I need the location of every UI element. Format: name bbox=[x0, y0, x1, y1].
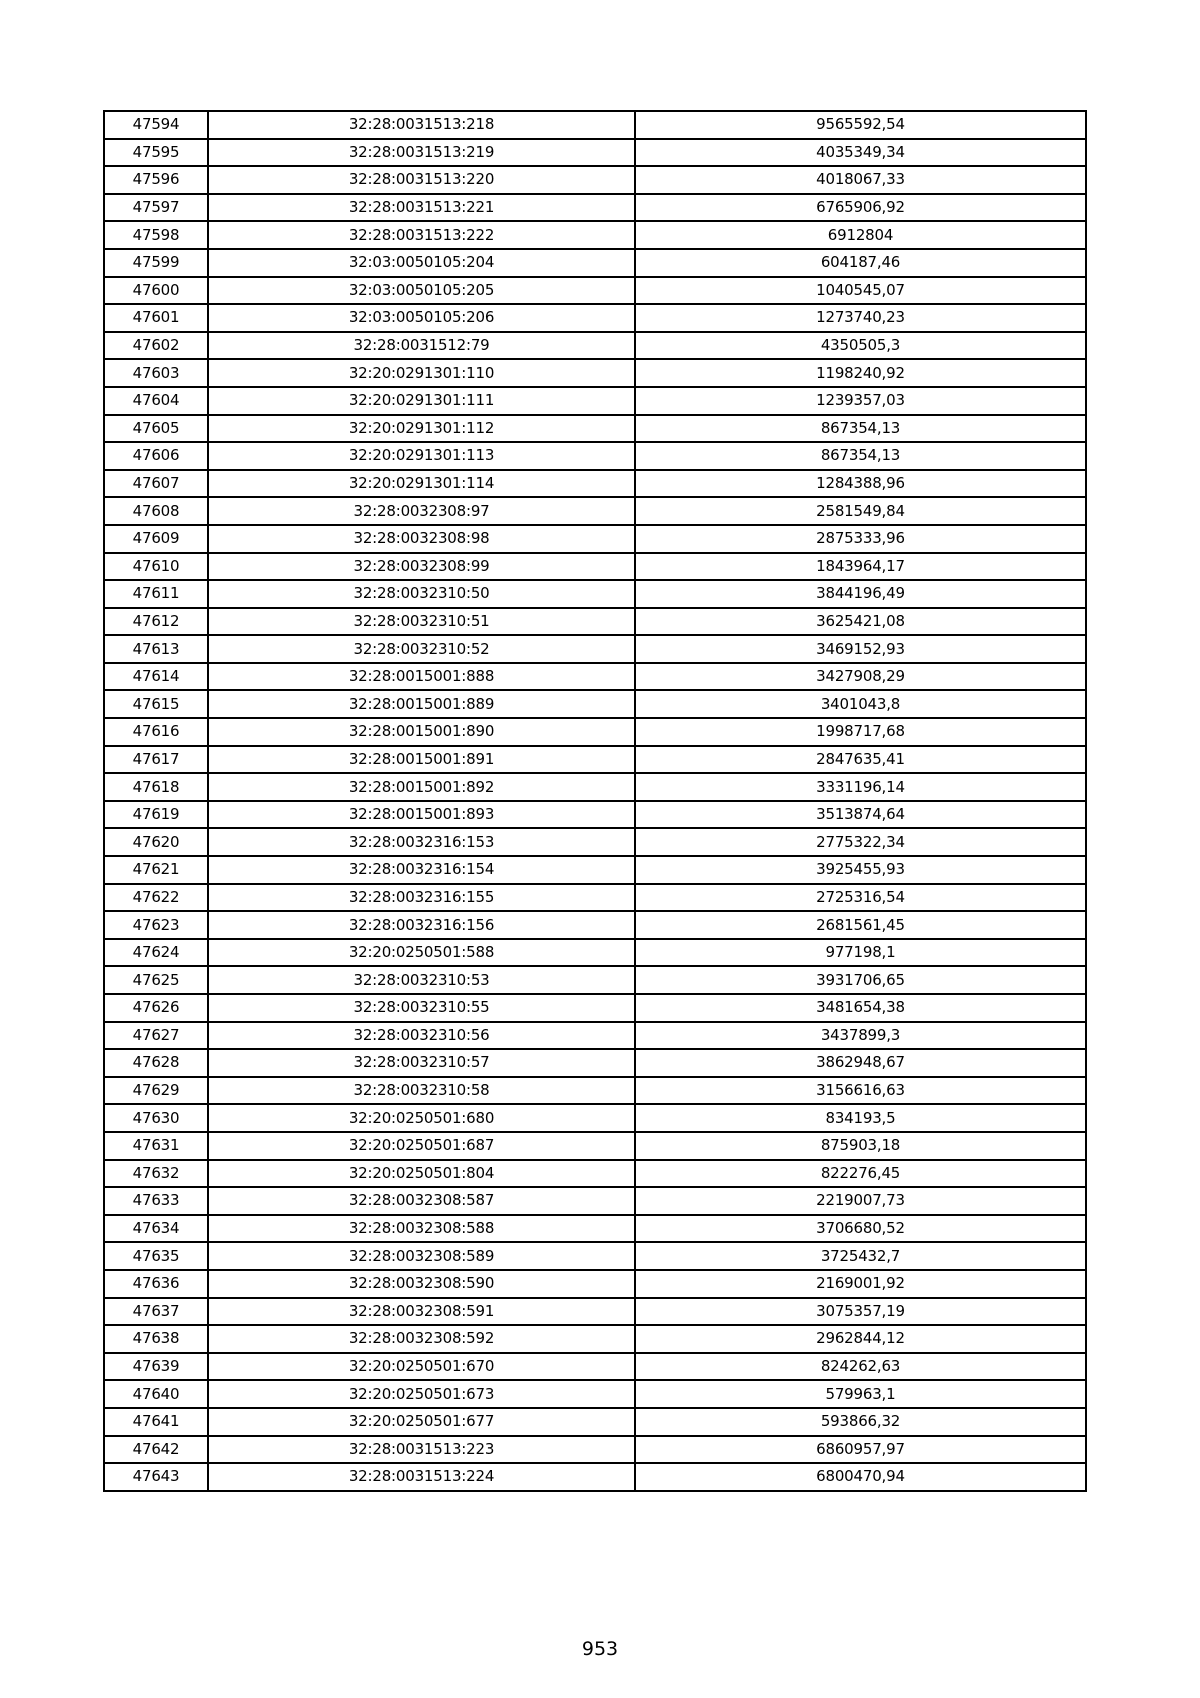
table-row bbox=[104, 387, 1086, 415]
table-row bbox=[104, 1077, 1086, 1105]
row-number-cell: 47617 bbox=[104, 746, 208, 774]
table-row bbox=[104, 939, 1086, 967]
table-row bbox=[104, 1022, 1086, 1050]
table-row bbox=[104, 718, 1086, 746]
row-number-cell: 47619 bbox=[104, 801, 208, 829]
table-row bbox=[104, 249, 1086, 277]
value-cell: 3075357,19 bbox=[635, 1298, 1086, 1326]
value-cell: 2219007,73 bbox=[635, 1187, 1086, 1215]
value-cell: 1198240,92 bbox=[635, 359, 1086, 387]
table-row bbox=[104, 1463, 1086, 1491]
row-number-cell: 47594 bbox=[104, 111, 208, 139]
value-cell: 3706680,52 bbox=[635, 1215, 1086, 1243]
value-cell: 867354,13 bbox=[635, 442, 1086, 470]
cadastral-number-cell: 32:28:0031513:219 bbox=[208, 139, 635, 167]
cadastral-number-cell: 32:28:0032308:592 bbox=[208, 1325, 635, 1353]
table-row bbox=[104, 1160, 1086, 1188]
cadastral-number-cell: 32:20:0291301:110 bbox=[208, 359, 635, 387]
row-number-cell: 47609 bbox=[104, 525, 208, 553]
value-cell: 3931706,65 bbox=[635, 966, 1086, 994]
row-number-cell: 47620 bbox=[104, 828, 208, 856]
value-cell: 6765906,92 bbox=[635, 194, 1086, 222]
row-number-cell: 47611 bbox=[104, 580, 208, 608]
cadastral-number-cell: 32:20:0250501:673 bbox=[208, 1380, 635, 1408]
cadastral-number-cell: 32:20:0291301:112 bbox=[208, 415, 635, 443]
row-number-cell: 47640 bbox=[104, 1380, 208, 1408]
value-cell: 977198,1 bbox=[635, 939, 1086, 967]
cadastral-number-cell: 32:28:0032310:52 bbox=[208, 635, 635, 663]
table-row bbox=[104, 442, 1086, 470]
row-number-cell: 47604 bbox=[104, 387, 208, 415]
value-cell: 3925455,93 bbox=[635, 856, 1086, 884]
cadastral-number-cell: 32:20:0250501:677 bbox=[208, 1408, 635, 1436]
value-cell: 579963,1 bbox=[635, 1380, 1086, 1408]
cadastral-number-cell: 32:28:0031513:220 bbox=[208, 166, 635, 194]
cadastral-number-cell: 32:20:0291301:114 bbox=[208, 470, 635, 498]
value-cell: 867354,13 bbox=[635, 415, 1086, 443]
table-row bbox=[104, 497, 1086, 525]
row-number-cell: 47596 bbox=[104, 166, 208, 194]
value-cell: 1273740,23 bbox=[635, 304, 1086, 332]
cadastral-number-cell: 32:28:0032316:154 bbox=[208, 856, 635, 884]
cadastral-number-cell: 32:28:0015001:889 bbox=[208, 690, 635, 718]
row-number-cell: 47641 bbox=[104, 1408, 208, 1436]
cadastral-number-cell: 32:28:0032308:97 bbox=[208, 497, 635, 525]
row-number-cell: 47598 bbox=[104, 221, 208, 249]
cadastral-number-cell: 32:28:0032308:589 bbox=[208, 1242, 635, 1270]
row-number-cell: 47603 bbox=[104, 359, 208, 387]
value-cell: 3156616,63 bbox=[635, 1077, 1086, 1105]
cadastral-number-cell: 32:28:0032310:58 bbox=[208, 1077, 635, 1105]
value-cell: 875903,18 bbox=[635, 1132, 1086, 1160]
value-cell: 6912804 bbox=[635, 221, 1086, 249]
table-row bbox=[104, 277, 1086, 305]
value-cell: 4018067,33 bbox=[635, 166, 1086, 194]
cadastral-number-cell: 32:20:0250501:687 bbox=[208, 1132, 635, 1160]
row-number-cell: 47606 bbox=[104, 442, 208, 470]
value-cell: 1040545,07 bbox=[635, 277, 1086, 305]
cadastral-number-cell: 32:28:0032308:590 bbox=[208, 1270, 635, 1298]
row-number-cell: 47639 bbox=[104, 1353, 208, 1381]
row-number-cell: 47643 bbox=[104, 1463, 208, 1491]
cadastral-number-cell: 32:28:0015001:891 bbox=[208, 746, 635, 774]
table-row bbox=[104, 966, 1086, 994]
value-cell: 6800470,94 bbox=[635, 1463, 1086, 1491]
row-number-cell: 47607 bbox=[104, 470, 208, 498]
table-row bbox=[104, 553, 1086, 581]
value-cell: 2725316,54 bbox=[635, 884, 1086, 912]
row-number-cell: 47599 bbox=[104, 249, 208, 277]
table-row bbox=[104, 663, 1086, 691]
cadastral-number-cell: 32:28:0031513:218 bbox=[208, 111, 635, 139]
row-number-cell: 47613 bbox=[104, 635, 208, 663]
row-number-cell: 47621 bbox=[104, 856, 208, 884]
value-cell: 3469152,93 bbox=[635, 635, 1086, 663]
cadastral-number-cell: 32:28:0015001:892 bbox=[208, 773, 635, 801]
value-cell: 1284388,96 bbox=[635, 470, 1086, 498]
row-number-cell: 47605 bbox=[104, 415, 208, 443]
value-cell: 3862948,67 bbox=[635, 1049, 1086, 1077]
row-number-cell: 47600 bbox=[104, 277, 208, 305]
cadastral-number-cell: 32:20:0250501:680 bbox=[208, 1104, 635, 1132]
table-row bbox=[104, 1104, 1086, 1132]
cadastral-number-cell: 32:28:0032310:53 bbox=[208, 966, 635, 994]
table-row bbox=[104, 911, 1086, 939]
cadastral-number-cell: 32:03:0050105:205 bbox=[208, 277, 635, 305]
table-row bbox=[104, 884, 1086, 912]
value-cell: 3844196,49 bbox=[635, 580, 1086, 608]
table-row bbox=[104, 1215, 1086, 1243]
cadastral-number-cell: 32:03:0050105:204 bbox=[208, 249, 635, 277]
table-row bbox=[104, 1298, 1086, 1326]
cadastral-number-cell: 32:28:0031513:222 bbox=[208, 221, 635, 249]
row-number-cell: 47632 bbox=[104, 1160, 208, 1188]
table-row bbox=[104, 1132, 1086, 1160]
value-cell: 3725432,7 bbox=[635, 1242, 1086, 1270]
table-row bbox=[104, 1187, 1086, 1215]
table-row bbox=[104, 828, 1086, 856]
value-cell: 2875333,96 bbox=[635, 525, 1086, 553]
cadastral-number-cell: 32:28:0032310:50 bbox=[208, 580, 635, 608]
cadastral-number-cell: 32:20:0250501:670 bbox=[208, 1353, 635, 1381]
cadastral-number-cell: 32:28:0015001:893 bbox=[208, 801, 635, 829]
table-row bbox=[104, 139, 1086, 167]
row-number-cell: 47627 bbox=[104, 1022, 208, 1050]
table-row bbox=[104, 359, 1086, 387]
row-number-cell: 47623 bbox=[104, 911, 208, 939]
cadastral-number-cell: 32:28:0032316:153 bbox=[208, 828, 635, 856]
cadastral-number-cell: 32:28:0032316:156 bbox=[208, 911, 635, 939]
row-number-cell: 47615 bbox=[104, 690, 208, 718]
cadastral-number-cell: 32:28:0031513:223 bbox=[208, 1436, 635, 1464]
row-number-cell: 47631 bbox=[104, 1132, 208, 1160]
cadastral-number-cell: 32:28:0031513:224 bbox=[208, 1463, 635, 1491]
table-row bbox=[104, 1270, 1086, 1298]
row-number-cell: 47635 bbox=[104, 1242, 208, 1270]
cadastral-number-cell: 32:28:0032308:587 bbox=[208, 1187, 635, 1215]
row-number-cell: 47624 bbox=[104, 939, 208, 967]
value-cell: 593866,32 bbox=[635, 1408, 1086, 1436]
value-cell: 2775322,34 bbox=[635, 828, 1086, 856]
table-row bbox=[104, 746, 1086, 774]
cadastral-number-cell: 32:20:0250501:588 bbox=[208, 939, 635, 967]
value-cell: 4350505,3 bbox=[635, 332, 1086, 360]
row-number-cell: 47634 bbox=[104, 1215, 208, 1243]
row-number-cell: 47612 bbox=[104, 608, 208, 636]
value-cell: 6860957,97 bbox=[635, 1436, 1086, 1464]
row-number-cell: 47616 bbox=[104, 718, 208, 746]
row-number-cell: 47629 bbox=[104, 1077, 208, 1105]
row-number-cell: 47642 bbox=[104, 1436, 208, 1464]
row-number-cell: 47637 bbox=[104, 1298, 208, 1326]
cadastral-number-cell: 32:28:0032308:98 bbox=[208, 525, 635, 553]
cadastral-number-cell: 32:28:0031512:79 bbox=[208, 332, 635, 360]
value-cell: 2169001,92 bbox=[635, 1270, 1086, 1298]
table-row bbox=[104, 194, 1086, 222]
value-cell: 3427908,29 bbox=[635, 663, 1086, 691]
table-row bbox=[104, 1353, 1086, 1381]
table-body bbox=[104, 111, 1086, 1491]
row-number-cell: 47608 bbox=[104, 497, 208, 525]
row-number-cell: 47602 bbox=[104, 332, 208, 360]
table-row bbox=[104, 111, 1086, 139]
cadastral-number-cell: 32:20:0291301:113 bbox=[208, 442, 635, 470]
table-row bbox=[104, 1436, 1086, 1464]
table-row bbox=[104, 801, 1086, 829]
value-cell: 2847635,41 bbox=[635, 746, 1086, 774]
value-cell: 824262,63 bbox=[635, 1353, 1086, 1381]
value-cell: 1843964,17 bbox=[635, 553, 1086, 581]
cadastral-number-cell: 32:28:0032316:155 bbox=[208, 884, 635, 912]
row-number-cell: 47633 bbox=[104, 1187, 208, 1215]
table-row bbox=[104, 304, 1086, 332]
value-cell: 9565592,54 bbox=[635, 111, 1086, 139]
value-cell: 2581549,84 bbox=[635, 497, 1086, 525]
row-number-cell: 47636 bbox=[104, 1270, 208, 1298]
row-number-cell: 47601 bbox=[104, 304, 208, 332]
cadastral-number-cell: 32:28:0032310:55 bbox=[208, 994, 635, 1022]
row-number-cell: 47628 bbox=[104, 1049, 208, 1077]
row-number-cell: 47610 bbox=[104, 553, 208, 581]
value-cell: 3437899,3 bbox=[635, 1022, 1086, 1050]
value-cell: 1998717,68 bbox=[635, 718, 1086, 746]
table-row bbox=[104, 166, 1086, 194]
value-cell: 3401043,8 bbox=[635, 690, 1086, 718]
table-row bbox=[104, 773, 1086, 801]
row-number-cell: 47622 bbox=[104, 884, 208, 912]
row-number-cell: 47597 bbox=[104, 194, 208, 222]
value-cell: 3625421,08 bbox=[635, 608, 1086, 636]
page-number: 953 bbox=[581, 1638, 619, 1660]
cadastral-number-cell: 32:28:0032310:57 bbox=[208, 1049, 635, 1077]
value-cell: 2681561,45 bbox=[635, 911, 1086, 939]
table-row bbox=[104, 1242, 1086, 1270]
table-row bbox=[104, 1408, 1086, 1436]
table-row bbox=[104, 994, 1086, 1022]
table-row bbox=[104, 580, 1086, 608]
cadastral-number-cell: 32:28:0032308:591 bbox=[208, 1298, 635, 1326]
value-cell: 3331196,14 bbox=[635, 773, 1086, 801]
row-number-cell: 47595 bbox=[104, 139, 208, 167]
cadastral-number-cell: 32:28:0032310:51 bbox=[208, 608, 635, 636]
value-cell: 3481654,38 bbox=[635, 994, 1086, 1022]
table-row bbox=[104, 1049, 1086, 1077]
row-number-cell: 47618 bbox=[104, 773, 208, 801]
table-row bbox=[104, 1380, 1086, 1408]
cadastral-number-cell: 32:28:0032308:588 bbox=[208, 1215, 635, 1243]
table-row bbox=[104, 690, 1086, 718]
value-cell: 822276,45 bbox=[635, 1160, 1086, 1188]
table-row bbox=[104, 525, 1086, 553]
table-row bbox=[104, 1325, 1086, 1353]
value-cell: 604187,46 bbox=[635, 249, 1086, 277]
row-number-cell: 47638 bbox=[104, 1325, 208, 1353]
table-row bbox=[104, 221, 1086, 249]
cadastral-number-cell: 32:28:0031513:221 bbox=[208, 194, 635, 222]
row-number-cell: 47630 bbox=[104, 1104, 208, 1132]
value-cell: 4035349,34 bbox=[635, 139, 1086, 167]
row-number-cell: 47625 bbox=[104, 966, 208, 994]
cadastral-number-cell: 32:28:0015001:888 bbox=[208, 663, 635, 691]
row-number-cell: 47626 bbox=[104, 994, 208, 1022]
cadastral-value-table bbox=[103, 110, 1087, 1492]
cadastral-number-cell: 32:20:0250501:804 bbox=[208, 1160, 635, 1188]
cadastral-number-cell: 32:28:0015001:890 bbox=[208, 718, 635, 746]
cadastral-number-cell: 32:20:0291301:111 bbox=[208, 387, 635, 415]
table-row bbox=[104, 635, 1086, 663]
table-row bbox=[104, 856, 1086, 884]
table-row bbox=[104, 608, 1086, 636]
table-row bbox=[104, 332, 1086, 360]
value-cell: 834193,5 bbox=[635, 1104, 1086, 1132]
table-row bbox=[104, 415, 1086, 443]
cadastral-number-cell: 32:28:0032310:56 bbox=[208, 1022, 635, 1050]
row-number-cell: 47614 bbox=[104, 663, 208, 691]
value-cell: 2962844,12 bbox=[635, 1325, 1086, 1353]
value-cell: 1239357,03 bbox=[635, 387, 1086, 415]
cadastral-number-cell: 32:28:0032308:99 bbox=[208, 553, 635, 581]
cadastral-number-cell: 32:03:0050105:206 bbox=[208, 304, 635, 332]
value-cell: 3513874,64 bbox=[635, 801, 1086, 829]
table-row bbox=[104, 470, 1086, 498]
